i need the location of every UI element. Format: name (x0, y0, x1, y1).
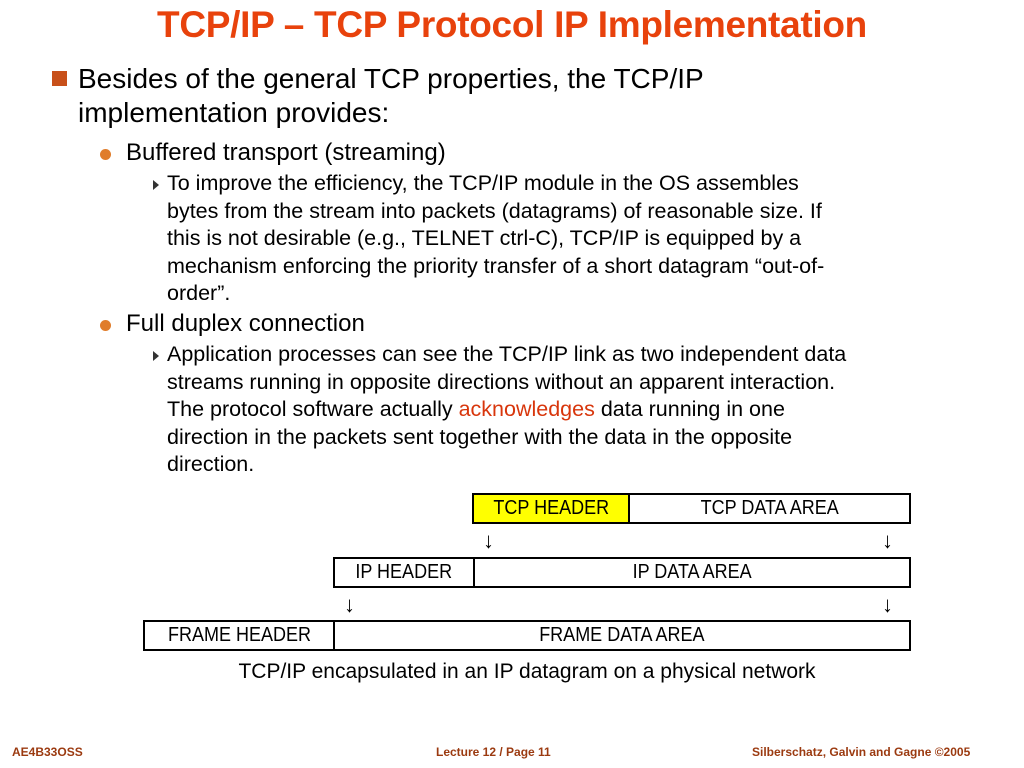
diagram-caption: TCP/IP encapsulated in an IP datagram on a physical network (238, 660, 816, 683)
text-line-end: data running in one (594, 397, 785, 421)
down-arrow-icon: ↓ (882, 592, 893, 617)
circle-bullet-icon (100, 320, 111, 331)
frame-row (143, 620, 911, 651)
circle-bullet-icon (100, 149, 111, 160)
arrow-bullet-icon (153, 180, 159, 190)
footer-page: Lecture 12 / Page 11 (436, 745, 551, 759)
down-arrow-icon: ↓ (344, 592, 355, 617)
intro-line-1: Besides of the general TCP properties, the TCP/IP (78, 63, 704, 94)
down-arrow-icon: ↓ (483, 528, 494, 553)
tcp-header-label: TCP HEADER (493, 497, 609, 519)
text-line: direction in the packets sent together with the data in the opposite (167, 424, 793, 449)
tcp-data-cell (630, 495, 909, 522)
intro-text (78, 62, 978, 130)
ip-header-cell (335, 559, 473, 586)
frame-header-cell (145, 622, 333, 649)
frame-data-label: FRAME DATA AREA (539, 624, 705, 646)
footer-copyright: Silberschatz, Galvin and Gagne ©2005 (752, 745, 971, 759)
intro-line-2: implementation provides: (78, 97, 390, 128)
slide-title: TCP/IP – TCP Protocol IP Implementation (157, 4, 867, 45)
text-line: mechanism enforcing the priority transfer of a short datagram “out-of- (167, 253, 825, 278)
frame-data-cell (335, 622, 909, 649)
item-heading-duplex: Full duplex connection (126, 310, 365, 337)
text-line: direction. (167, 452, 255, 476)
text-line: streams running in opposite directions without an apparent interaction. (167, 369, 836, 394)
item-body-duplex (167, 341, 987, 479)
text-line (167, 396, 987, 424)
ip-row (333, 557, 911, 588)
tcp-row (472, 493, 911, 524)
text-line: To improve the efficiency, the TCP/IP module in the OS assembles (167, 171, 799, 195)
tcp-header-cell (474, 495, 628, 522)
text-line: this is not desirable (e.g., TELNET ctrl-C), TCP/IP is equipped by a (167, 226, 802, 250)
text-line: order”. (167, 281, 231, 305)
down-arrow-icon: ↓ (882, 528, 893, 553)
tcp-data-label: TCP DATA AREA (700, 497, 839, 519)
ip-data-cell (475, 559, 909, 586)
frame-header-label: FRAME HEADER (167, 624, 311, 646)
item-body-buffered (167, 170, 987, 308)
text-line: bytes from the stream into packets (datagrams) of reasonable size. If (167, 198, 822, 223)
text-line-start: The protocol software actually (167, 397, 459, 421)
highlight-acknowledges: acknowledges (458, 397, 595, 421)
ip-data-label: IP DATA AREA (632, 561, 752, 583)
footer-course: AE4B33OSS (12, 745, 83, 759)
item-heading-buffered: Buffered transport (streaming) (126, 139, 446, 166)
arrow-bullet-icon (153, 351, 159, 361)
ip-header-label: IP HEADER (355, 561, 453, 583)
text-line: Application processes can see the TCP/IP link as two independent data (167, 342, 847, 366)
square-bullet-icon (52, 71, 67, 86)
